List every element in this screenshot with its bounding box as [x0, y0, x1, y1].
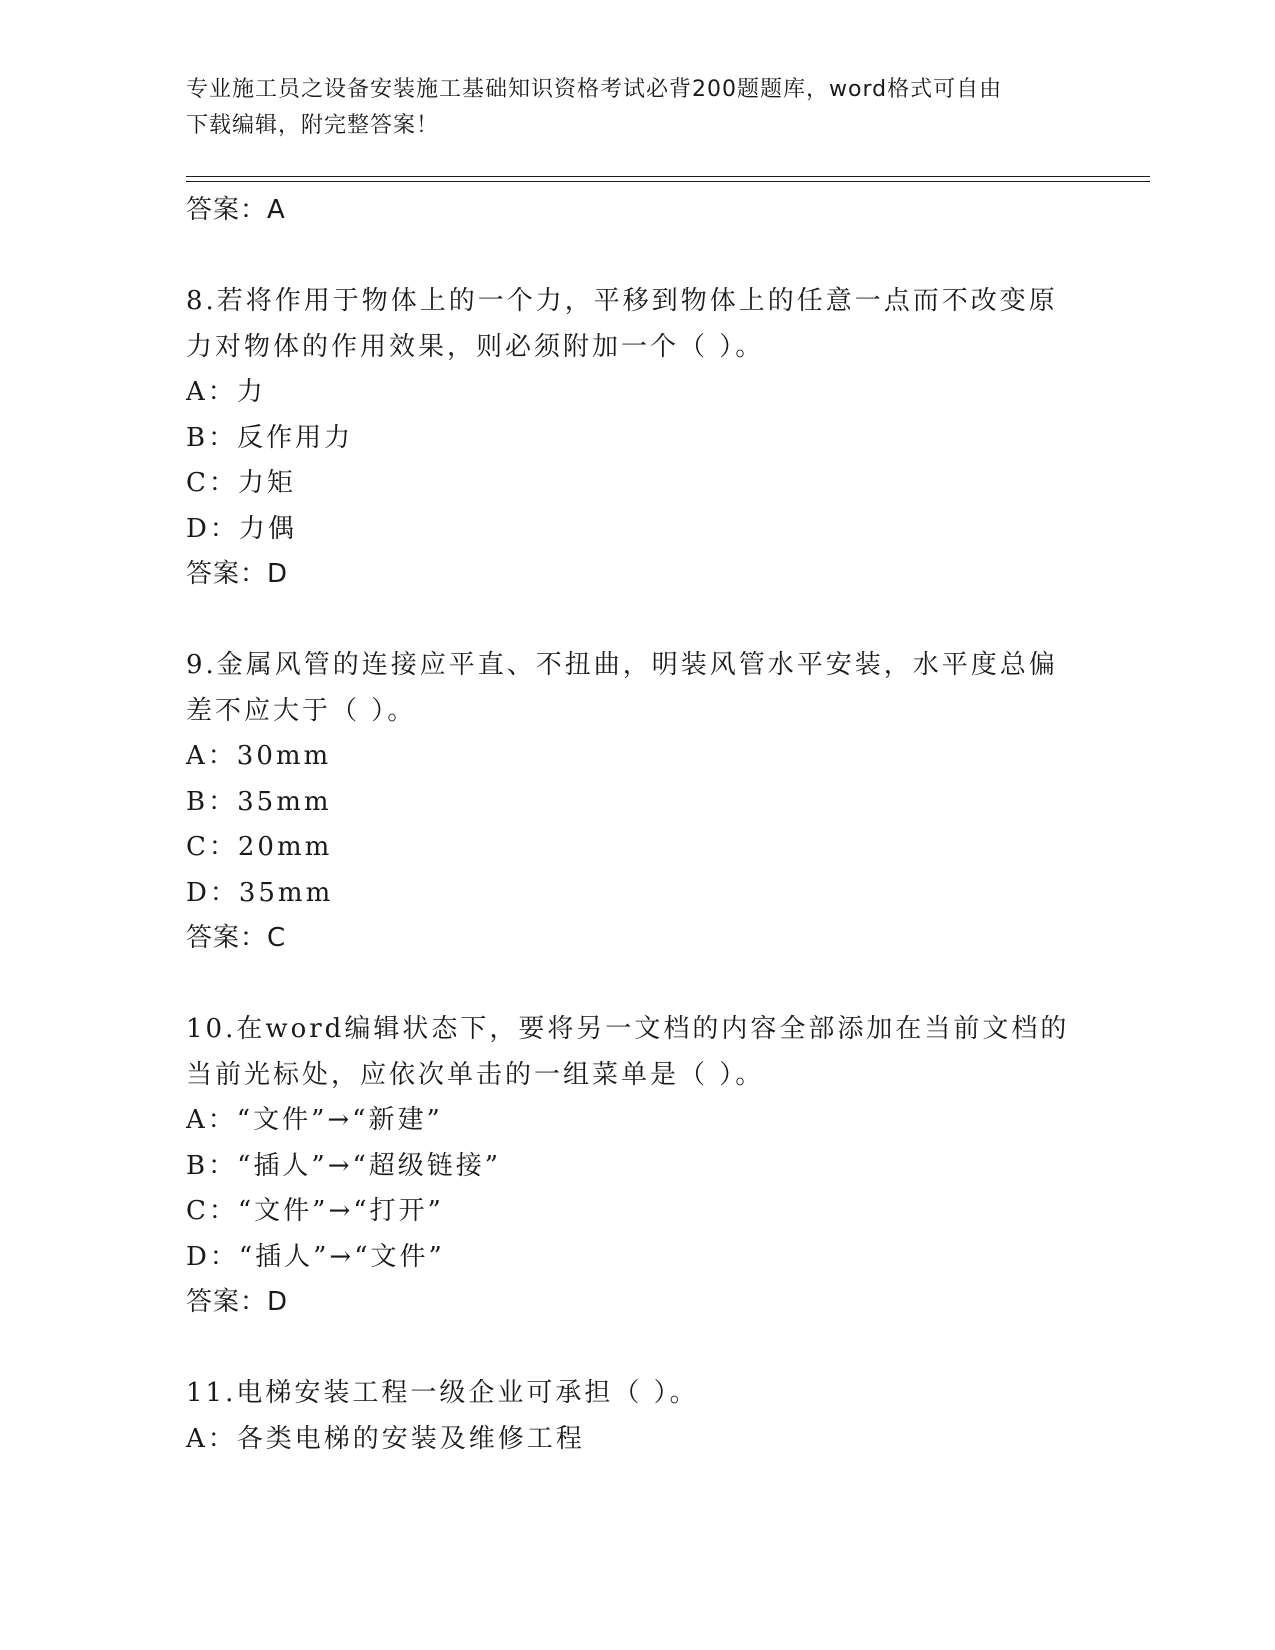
question-10-stem-line-1: 10.在word编辑状态下，要将另一文档的内容全部添加在当前文档的: [186, 1014, 1070, 1044]
question-10-option-a: A：“文件”→“新建”: [186, 1105, 443, 1135]
answer-9: 答案：C: [186, 923, 287, 953]
spacer: [186, 598, 1066, 644]
question-9-option-d: D：35mm: [186, 877, 334, 908]
spacer: [186, 234, 1066, 280]
header-divider-top: [186, 176, 1150, 177]
question-11: [186, 1371, 1066, 1462]
question-10-option-b: B：“插人”→“超级链接”: [186, 1150, 502, 1181]
spacer: [186, 962, 1066, 1008]
question-10-option-d: D：“插人”→“文件”: [186, 1241, 445, 1272]
question-9-option-b: B：35mm: [186, 786, 332, 817]
answer-8: 答案：D: [186, 559, 289, 589]
question-8-stem-line-1: 8.若将作用于物体上的一个力，平移到物体上的任意一点而不改变原: [186, 286, 1058, 316]
header-title-line-1: 专业施工员之设备安装施工基础知识资格考试必背200题题库，word格式可自由: [186, 77, 1003, 102]
question-9-option-c: C：20mm: [186, 832, 333, 862]
question-10: [186, 1007, 1070, 1326]
question-9-stem-line-2: 差不应大于（ ）。: [186, 695, 417, 726]
header-divider-bottom: [186, 181, 1150, 182]
question-11-stem-line-1: 11.电梯安装工程一级企业可承担（ ）。: [186, 1378, 699, 1408]
question-11-option-a: A：各类电梯的安装及维修工程: [186, 1423, 585, 1454]
document-header: [186, 72, 1066, 144]
question-10-option-c: C：“文件”→“打开”: [186, 1196, 444, 1226]
answer-10: 答案：D: [186, 1287, 289, 1317]
question-list: [186, 188, 1070, 1462]
spacer: [186, 1326, 1066, 1372]
question-10-stem-line-2: 当前光标处，应依次单击的一组菜单是（ ）。: [186, 1059, 765, 1090]
question-9-option-a: A：30mm: [186, 741, 332, 771]
question-9-stem-line-1: 9.金属风管的连接应平直、不扭曲，明装风管水平安装，水平度总偏: [186, 650, 1058, 680]
question-8-option-c: C：力矩: [186, 468, 296, 498]
question-8: [186, 279, 1066, 598]
question-8-option-a: A：力: [186, 377, 266, 407]
question-9: [186, 643, 1066, 962]
question-8-option-d: D：力偶: [186, 513, 297, 544]
header-title-line-2: 下载编辑，附完整答案！: [186, 113, 440, 138]
question-8-stem-line-2: 力对物体的作用效果，则必须附加一个（ ）。: [186, 331, 765, 362]
question-8-option-b: B：反作用力: [186, 422, 354, 453]
answer-7: 答案：A: [186, 195, 286, 225]
